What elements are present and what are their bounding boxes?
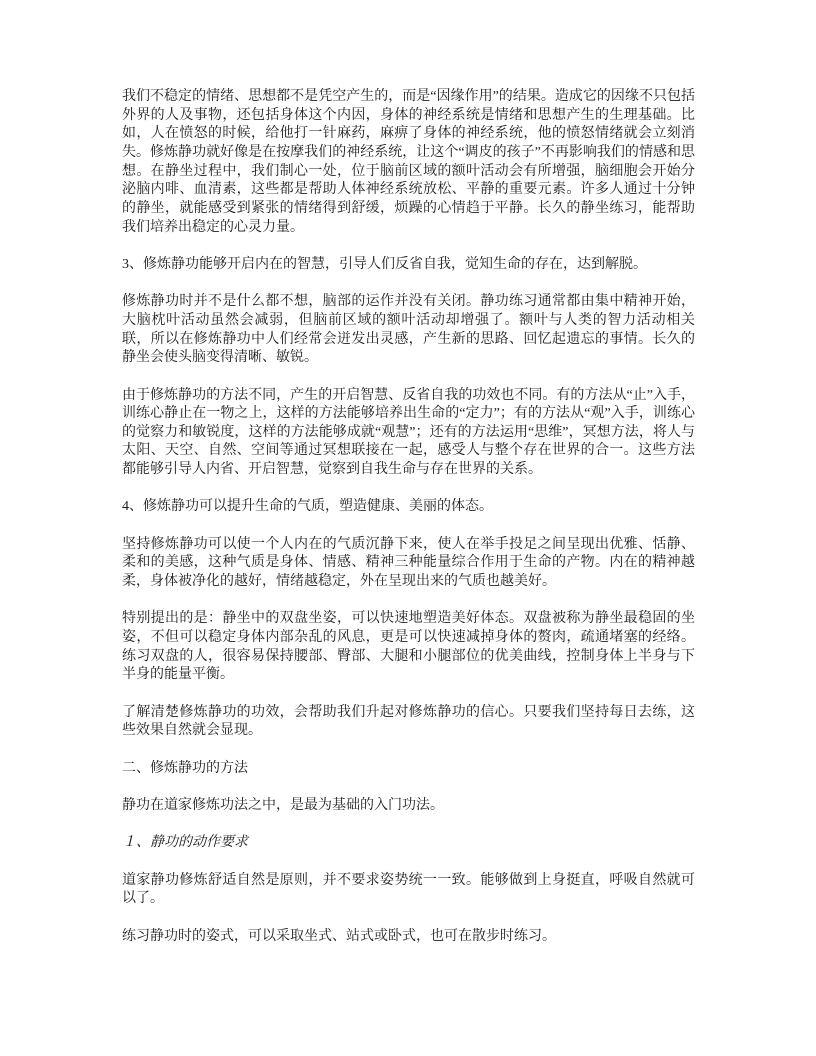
paragraph-double-lotus: 特别提出的是：静坐中的双盘坐姿，可以快速地塑造美好体态。双盘被称为静坐最稳固的坐姿，不但可以稳定身体内部杂乱的风息，更是可以快速减掉身体的赘肉，疏通堵塞的经络。练习双盘的人，很容易保持腰部、臀部、大腿和小腿部位的优美曲线，控制身体上半身与下半身的能量平衡。 [122, 611, 695, 683]
paragraph-taoist-basic: 静功在道家修炼功法之中，是最为基础的入门功法。 [122, 797, 444, 813]
paragraph-confidence: 了解清楚修炼静功的功效，会帮助我们升起对修炼静功的信心。只要我们坚持每日去练，这些效果自然就会显现。 [122, 704, 695, 739]
section-heading-two: 二、修炼静功的方法 [122, 760, 248, 776]
paragraph-principle-natural: 道家静功修炼舒适自然是原则，并不要求姿势统一一致。能够做到上身挺直，呼吸自然就可以了。 [122, 872, 695, 907]
sub-heading-posture-requirements: １、静功的动作要求 [122, 835, 248, 851]
heading-point-4: 4、修炼静功可以提升生命的气质，塑造健康、美丽的体态。 [122, 499, 493, 515]
paragraph-causes-of-emotion: 我们不稳定的情绪、思想都不是凭空产生的，而是“因缘作用”的结果。造成它的因缘不只包括外界的人及事物，还包括身体这个内因，身体的神经系统是情绪和思想产生的生理基础。比如，人在愤怒的时候，给他打一针麻药，麻痹了身体的神经系统，他的愤怒情绪就会立刻消失。修炼静功就好像是在按摩我们的神经系统，让这个“调皮的孩子”不再影响我们的情感和思想。在静坐过程中，我们制心一处，位于脑前区域的额叶活动会有所增强，脑细胞会开始分泌脑内啡、血清素，这些都是帮助人体神经系统放松、平静的重要元素。许多人通过十分钟的静坐，就能感受到紧张的情绪得到舒缓，烦躁的心情趋于平静。长久的静坐练习，能帮助我们培养出稳定的心灵力量。 [122, 89, 695, 235]
paragraph-posture-options: 练习静功时的姿式，可以采取坐式、站式或卧式，也可在散步时练习。 [122, 928, 556, 944]
paragraph-methods-differ: 由于修炼静功的方法不同，产生的开启智慧、反省自我的功效也不同。有的方法从“止”入手，训练心静止在一物之上，这样的方法能够培养出生命的“定力”；有的方法从“观”入手，训练心的觉察力和敏锐度，这样的方法能够成就“观慧”；还有的方法运用“思维”，冥想方法，将人与太阳、天空、自然、空间等通过冥想联接在一起，感受人与整个存在世界的合一。这些方法都能够引导人内省、开启智慧，觉察到自我生命与存在世界的关系。 [122, 387, 695, 478]
paragraph-temperament: 坚持修炼静功可以使一个人内在的气质沉静下来，使人在举手投足之间呈现出优雅、恬静、柔和的美感，这种气质是身体、情感、精神三种能量综合作用于生命的产物。内在的精神越柔，身体被净化的越好，情绪越稳定，外在呈现出来的气质也越美好。 [122, 536, 695, 590]
paragraph-brain-activity: 修炼静功时并不是什么都不想，脑部的运作并没有关闭。静功练习通常都由集中精神开始，大脑枕叶活动虽然会减弱，但脑前区域的额叶活动却增强了。额叶与人类的智力活动相关联，所以在修炼静功中人们经常会迸发出灵感，产生新的思路、回忆起遗忘的事情。长久的静坐会使头脑变得清晰、敏锐。 [122, 294, 695, 366]
heading-point-3: 3、修炼静功能够开启内在的智慧，引导人们反省自我，觉知生命的存在，达到解脱。 [122, 256, 647, 272]
